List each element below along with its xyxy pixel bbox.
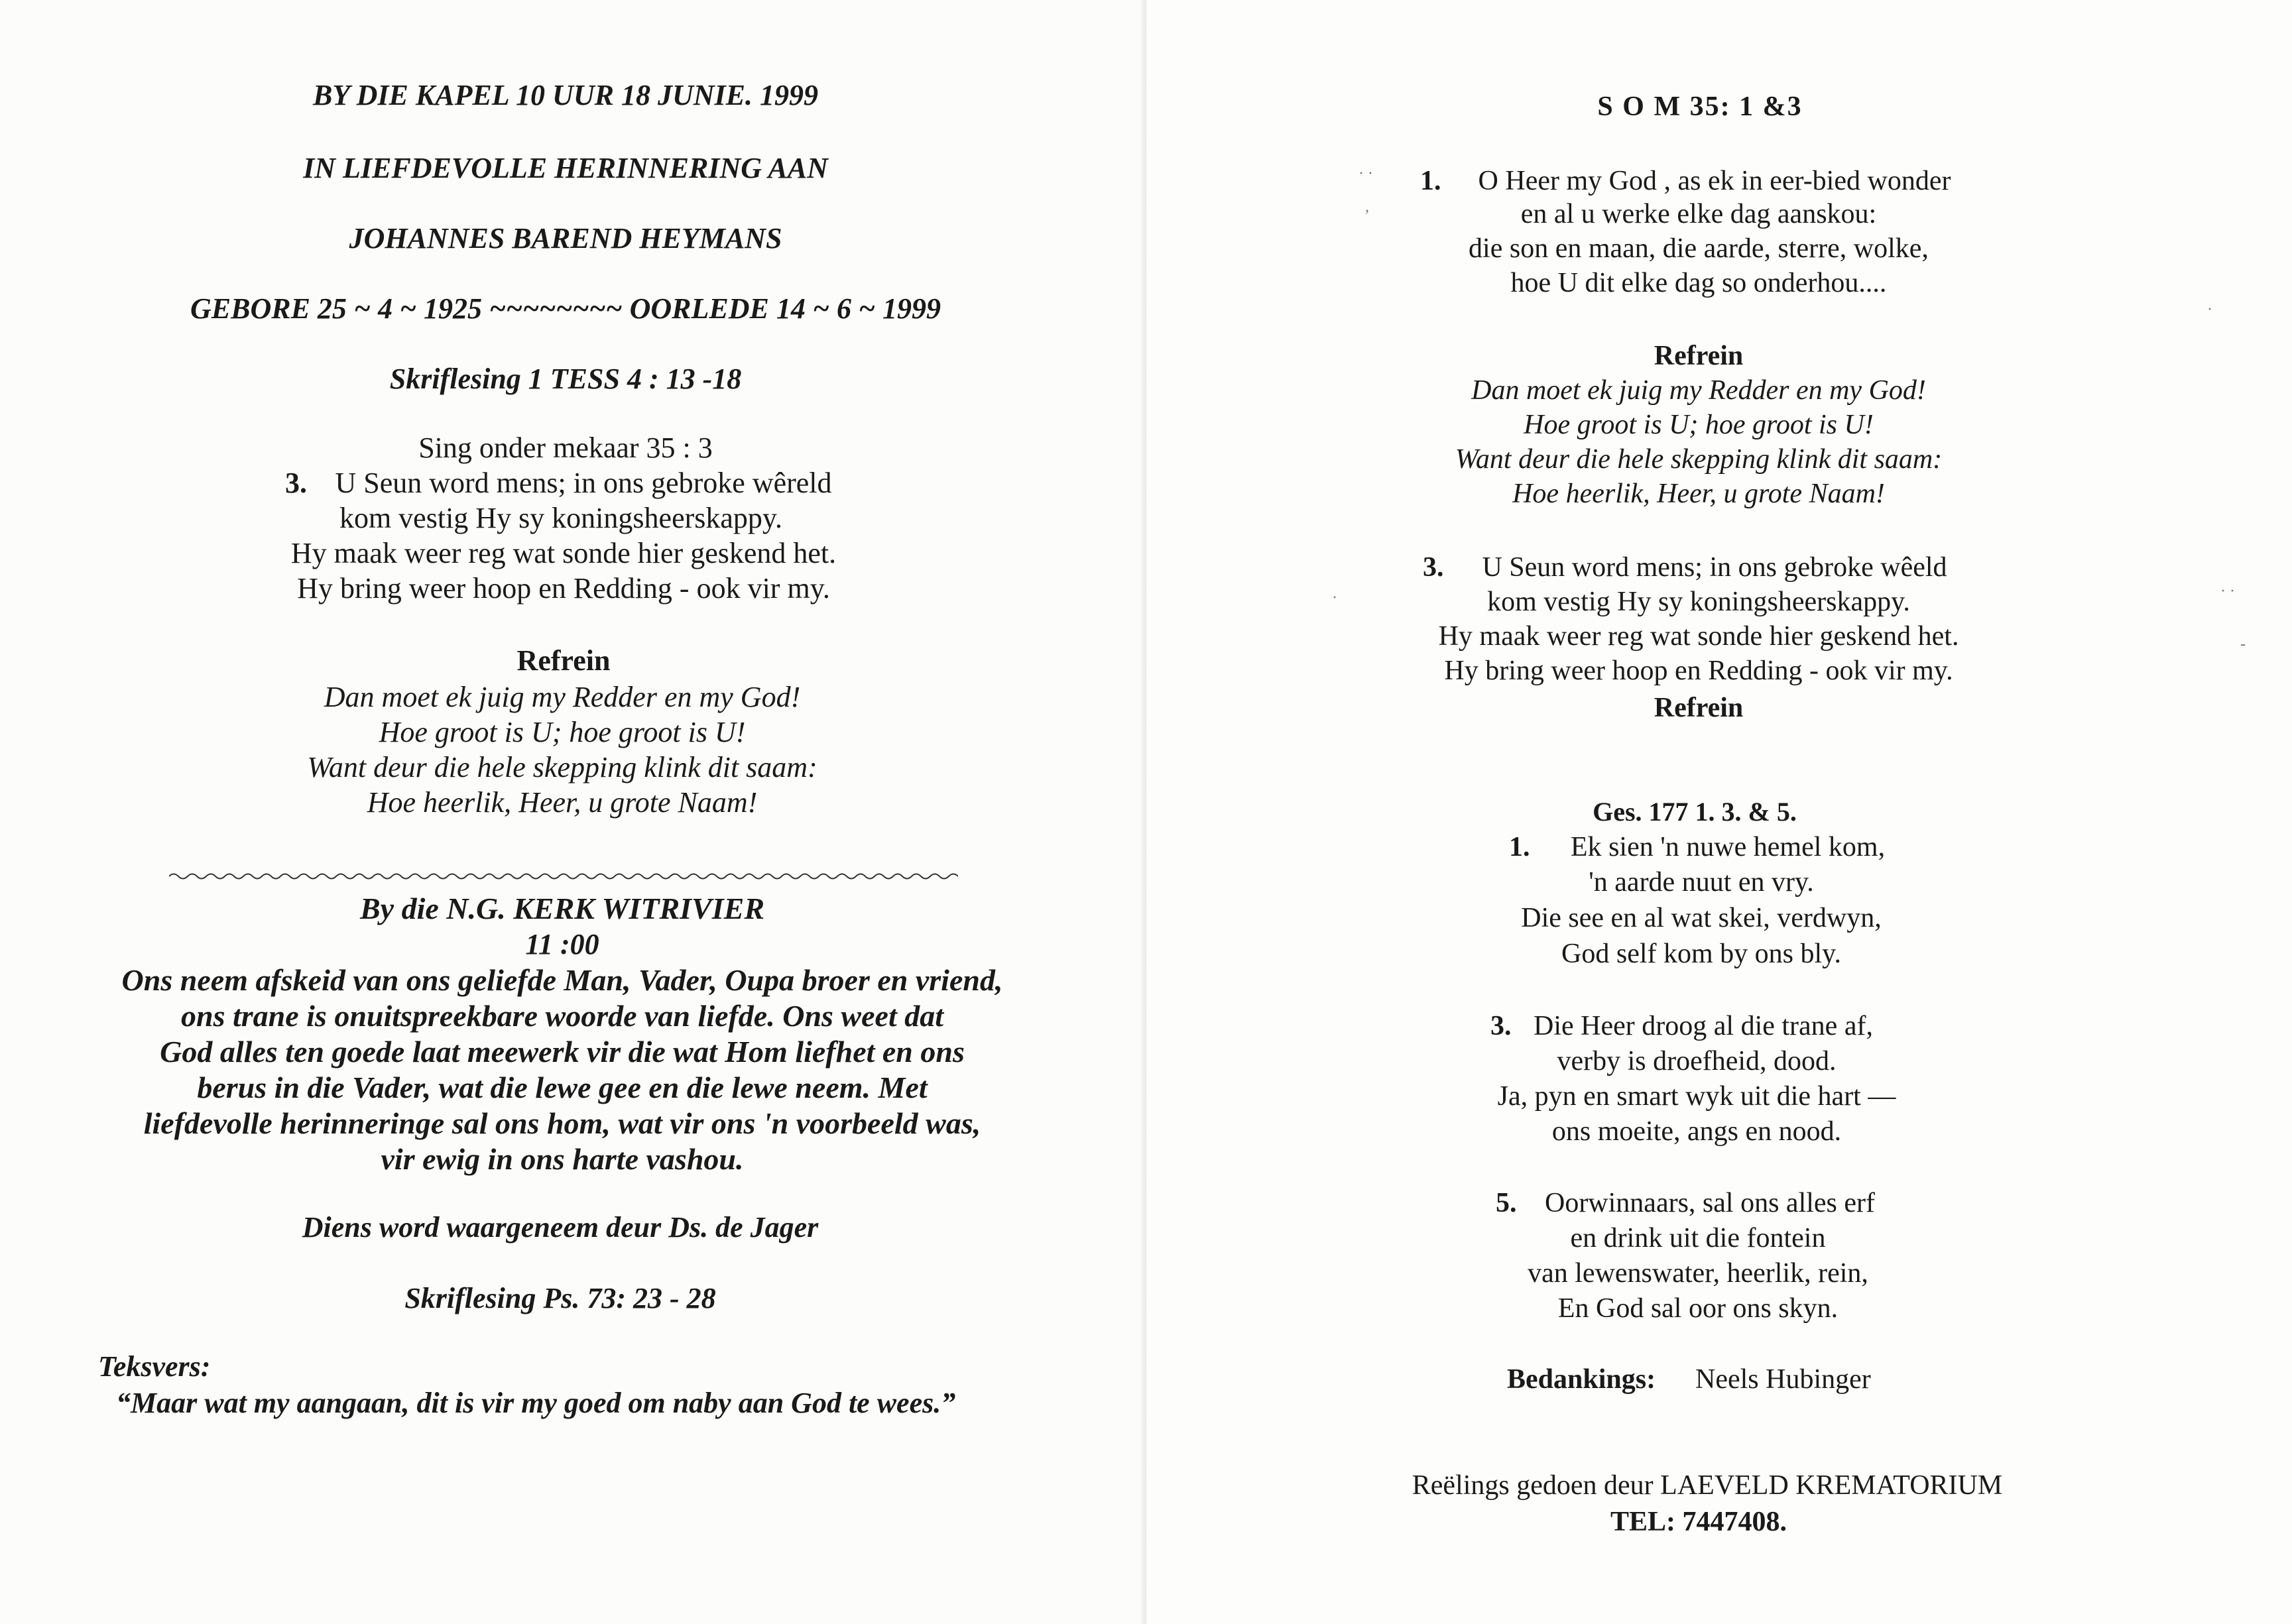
verse-line: En God sal oor ons skyn. <box>1557 1293 1839 1324</box>
refrain-line: Dan moet ek juig my Redder en my God! <box>324 681 801 713</box>
verse-line: van lewenswater, heerlik, rein, <box>1528 1258 1868 1289</box>
in-memory-line: IN LIEFDEVOLLE HERINNERING AAN <box>303 152 828 184</box>
verse-line: en al u werke elke dag aanskou: <box>1520 199 1877 229</box>
telephone-line: TEL: 7447408. <box>1610 1507 1787 1537</box>
farewell-line: berus in die Vader, wat die lewe gee en die lewe neem. Met <box>197 1071 928 1104</box>
refrain-line: Want deur die hele skepping klink dit saam: <box>307 751 817 783</box>
officiant-line: Diens word waargeneem deur Ds. de Jager <box>302 1211 819 1244</box>
church-line: By die N.G. KERK WITRIVIER <box>359 892 765 925</box>
chapel-time-line: BY DIE KAPEL 10 UUR 18 JUNIE. 1999 <box>313 79 818 111</box>
verse-line: Hy maak weer reg wat sonde hier geskend het. <box>1438 621 1959 652</box>
verse-line: Hy bring weer hoop en Redding - ook vir my. <box>1444 656 1953 686</box>
verse-line: 'n aarde nuut en vry. <box>1589 867 1814 898</box>
scan-speck: · · <box>2220 583 2235 600</box>
verse-line: kom vestig Hy sy koningsheerskappy. <box>339 502 783 534</box>
verse-line: die son en maan, die aarde, sterre, wolke, <box>1469 233 1929 264</box>
verse-line: ons moeite, angs en nood. <box>1551 1116 1842 1147</box>
farewell-line: God alles ten goede laat meewerk vir die wat Hom liefhet en ons <box>160 1035 965 1069</box>
arrangements-line: Reëlings gedoen deur LAEVELD KREMATORIUM <box>1412 1470 2003 1501</box>
refrain-label: Refrein <box>1654 693 1744 723</box>
scan-speck: · <box>1332 589 1337 607</box>
right-page <box>1146 0 2292 1624</box>
thanks-name: Neels Hubinger <box>1695 1364 1871 1395</box>
verse-line: Die see en al wat skei, verdwyn, <box>1521 903 1882 933</box>
sing-heading: Sing onder mekaar 35 : 3 <box>418 432 713 464</box>
verse-line: Hy maak weer reg wat sonde hier geskend het. <box>290 537 837 569</box>
scan-speck: - <box>2240 636 2246 653</box>
verse-line: Ja, pyn en smart wyk uit die hart — <box>1497 1081 1896 1112</box>
deceased-name: JOHANNES BAREND HEYMANS <box>349 222 782 255</box>
verse-line: en drink uit die fontein <box>1570 1223 1826 1253</box>
text-verse-label: Teksvers: <box>98 1350 211 1383</box>
thanks-label: Bedankings: <box>1507 1364 1656 1395</box>
refrain-title: Refrein <box>1654 341 1744 371</box>
verse-line: Die Heer droog al die trane af, <box>1534 1011 1873 1041</box>
scripture-reading-2: Skriflesing Ps. 73: 23 - 28 <box>404 1282 716 1314</box>
verse-line: hoe U dit elke dag so onderhou.... <box>1510 268 1887 298</box>
farewell-line: liefdevolle herinneringe sal ons hom, wat vir ons 'n voorbeeld was, <box>143 1106 981 1140</box>
scripture-reading-1: Skriflesing 1 TESS 4 : 13 -18 <box>389 363 742 395</box>
refrain-line: Hoe groot is U; hoe groot is U! <box>1524 410 1874 440</box>
scan-speck: · <box>2207 301 2212 318</box>
verse-line: O Heer my God , as ek in eer-bied wonder <box>1478 166 1951 196</box>
wavy-divider <box>169 870 958 883</box>
verse-number: 5. <box>1496 1188 1517 1218</box>
hymn-heading: S O M 35: 1 &3 <box>1597 91 1803 122</box>
verse-line: God self kom by ons bly. <box>1561 939 1841 969</box>
refrain-line: Want deur die hele skepping klink dit saam: <box>1455 444 1943 475</box>
farewell-line: vir ewig in ons harte vashou. <box>381 1142 744 1176</box>
verse-number: 1. <box>1420 166 1441 196</box>
verse-number: 1. <box>1509 832 1530 862</box>
verse-line: Oorwinnaars, sal ons alles erf <box>1544 1188 1876 1218</box>
text-verse-quote: “Maar wat my aangaan, dit is vir my goed om naby aan God te wees.” <box>116 1387 956 1419</box>
farewell-line: ons trane is onuitspreekbare woorde van liefde. Ons weet dat <box>180 999 944 1033</box>
verse-line: Ek sien 'n nuwe hemel kom, <box>1570 832 1886 862</box>
refrain-title: Refrein <box>516 644 611 677</box>
verse-number: 3. <box>1423 552 1444 583</box>
scan-speck: · · <box>1358 165 1373 182</box>
refrain-line: Hoe heerlik, Heer, u grote Naam! <box>367 786 758 819</box>
refrain-line: Dan moet ek juig my Redder en my God! <box>1471 375 1926 406</box>
farewell-line: Ons neem afskeid van ons geliefde Man, Vader, Oupa broer en vriend, <box>121 963 1003 997</box>
refrain-line: Hoe heerlik, Heer, u grote Naam! <box>1512 479 1885 509</box>
verse-line: verby is droefheid, dood. <box>1557 1046 1837 1076</box>
scan-speck: , <box>1365 198 1369 215</box>
verse-line: kom vestig Hy sy koningsheerskappy. <box>1487 587 1910 617</box>
refrain-line: Hoe groot is U; hoe groot is U! <box>379 716 746 748</box>
birth-death-dates: GEBORE 25 ~ 4 ~ 1925 ~~~~~~~~ OORLEDE 14 ~ 6 ~ 1999 <box>190 292 941 325</box>
verse-line: U Seun word mens; in ons gebroke wêeld <box>1482 552 1947 583</box>
verse-line: U Seun word mens; in ons gebroke wêreld <box>335 467 832 499</box>
verse-line: Hy bring weer hoop en Redding - ook vir my. <box>297 572 830 605</box>
ges-heading: Ges. 177 1. 3. & 5. <box>1593 797 1797 827</box>
verse-number: 3. <box>1490 1011 1512 1041</box>
verse-number: 3. <box>285 467 307 499</box>
church-time: 11 :00 <box>525 928 599 960</box>
